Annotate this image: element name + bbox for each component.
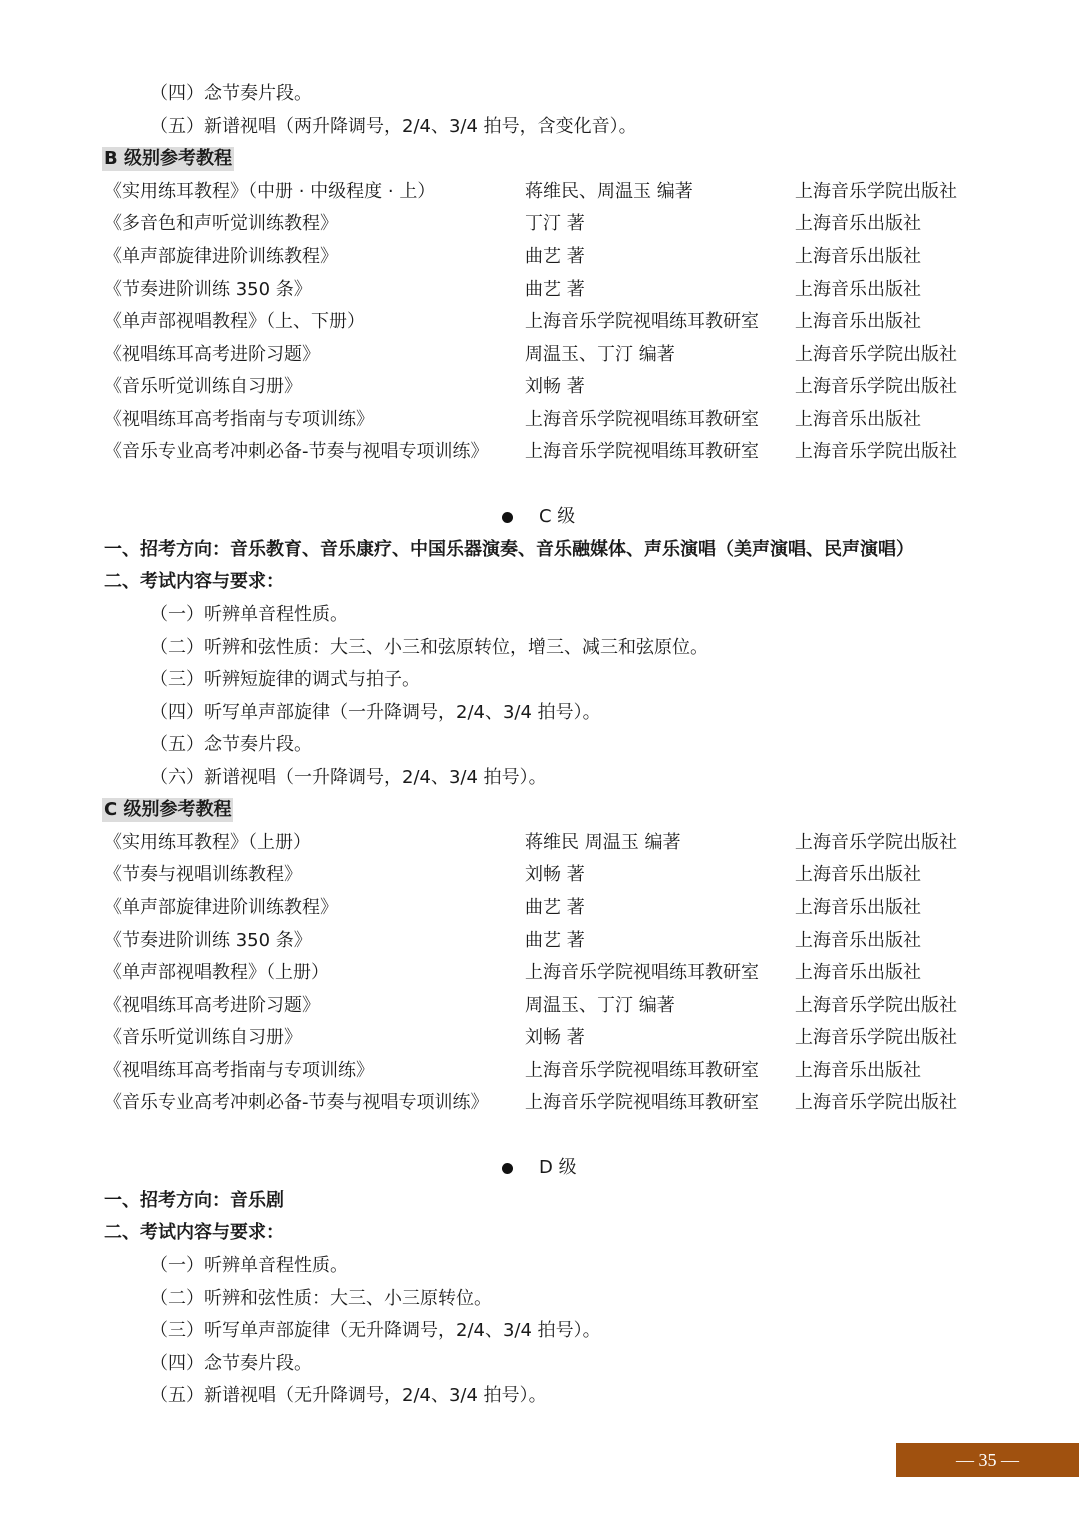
book-title: 《视唱练耳高考指南与专项训练》 xyxy=(104,409,374,430)
d-item-2: （二）听辨和弦性质：大三、小三原转位。 xyxy=(150,1288,492,1309)
book-row xyxy=(0,1059,1080,1083)
book-publisher: 上海音乐出版社 xyxy=(795,930,921,951)
book-publisher: 上海音乐出版社 xyxy=(795,897,921,918)
book-row xyxy=(0,212,1080,236)
c-level-heading xyxy=(0,505,1080,529)
book-row xyxy=(0,1091,1080,1115)
book-row xyxy=(0,929,1080,953)
book-title: 《视唱练耳高考进阶习题》 xyxy=(104,995,320,1016)
book-row xyxy=(0,180,1080,204)
book-author: 周温玉、丁汀 编著 xyxy=(525,995,675,1016)
book-row xyxy=(0,408,1080,432)
book-title: 《节奏与视唱训练教程》 xyxy=(104,864,302,885)
book-row xyxy=(0,863,1080,887)
c-item-4: （四）听写单声部旋律（一升降调号，2/4、3/4 拍号）。 xyxy=(150,702,601,723)
book-publisher: 上海音乐学院出版社 xyxy=(795,376,957,397)
book-title: 《音乐听觉训练自习册》 xyxy=(104,1027,302,1048)
book-publisher: 上海音乐出版社 xyxy=(795,279,921,300)
book-row xyxy=(0,994,1080,1018)
book-publisher: 上海音乐学院出版社 xyxy=(795,995,957,1016)
d-level-heading xyxy=(0,1156,1080,1180)
book-author: 曲艺 著 xyxy=(525,930,585,951)
page-number: — 35 — xyxy=(896,1443,1079,1477)
book-author: 刘畅 著 xyxy=(525,1027,585,1048)
book-row xyxy=(0,440,1080,464)
book-row xyxy=(0,278,1080,302)
book-row xyxy=(0,896,1080,920)
d-direction: 一、招考方向：音乐剧 xyxy=(104,1190,284,1211)
book-publisher: 上海音乐学院出版社 xyxy=(795,1092,957,1113)
level-label: D 级 xyxy=(539,1157,577,1178)
book-row xyxy=(0,245,1080,269)
d-item-3: （三）听写单声部旋律（无升降调号，2/4、3/4 拍号）。 xyxy=(150,1320,601,1341)
c-item-5: （五）念节奏片段。 xyxy=(150,734,312,755)
book-title: 《单声部视唱教程》（上、下册） xyxy=(104,311,365,332)
book-row xyxy=(0,961,1080,985)
book-publisher: 上海音乐出版社 xyxy=(795,1060,921,1081)
bullet-dot-icon xyxy=(502,1163,513,1174)
book-title: 《音乐听觉训练自习册》 xyxy=(104,376,302,397)
d-item-4: （四）念节奏片段。 xyxy=(150,1353,312,1374)
c-item-3: （三）听辨短旋律的调式与拍子。 xyxy=(150,669,420,690)
book-publisher: 上海音乐出版社 xyxy=(795,213,921,234)
book-publisher: 上海音乐学院出版社 xyxy=(795,441,957,462)
book-author: 丁汀 著 xyxy=(525,213,585,234)
book-publisher: 上海音乐出版社 xyxy=(795,864,921,885)
book-title: 《音乐专业高考冲刺必备-节奏与视唱专项训练》 xyxy=(104,1092,489,1113)
book-author: 上海音乐学院视唱练耳教研室 xyxy=(525,962,759,983)
d-item-1: （一）听辨单音程性质。 xyxy=(150,1255,348,1276)
book-author: 上海音乐学院视唱练耳教研室 xyxy=(525,1060,759,1081)
book-author: 曲艺 著 xyxy=(525,279,585,300)
d-content-heading: 二、考试内容与要求： xyxy=(104,1222,284,1243)
book-row xyxy=(0,1026,1080,1050)
book-author: 上海音乐学院视唱练耳教研室 xyxy=(525,441,759,462)
book-title: 《单声部旋律进阶训练教程》 xyxy=(104,246,338,267)
c-item-6: （六）新谱视唱（一升降调号，2/4、3/4 拍号）。 xyxy=(150,767,547,788)
book-publisher: 上海音乐学院出版社 xyxy=(795,344,957,365)
book-publisher: 上海音乐出版社 xyxy=(795,246,921,267)
d-item-5: （五）新谱视唱（无升降调号，2/4、3/4 拍号）。 xyxy=(150,1385,547,1406)
book-publisher: 上海音乐出版社 xyxy=(795,962,921,983)
c-item-1: （一）听辨单音程性质。 xyxy=(150,604,348,625)
book-publisher: 上海音乐学院出版社 xyxy=(795,181,957,202)
book-title: 《单声部视唱教程》（上册） xyxy=(104,962,329,983)
book-row xyxy=(0,375,1080,399)
book-row xyxy=(0,310,1080,334)
level-label: C 级 xyxy=(539,506,576,527)
book-title: 《多音色和声听觉训练教程》 xyxy=(104,213,338,234)
book-row xyxy=(0,343,1080,367)
book-author: 周温玉、丁汀 编著 xyxy=(525,344,675,365)
book-title: 《实用练耳教程》（上册） xyxy=(104,832,311,853)
book-title: 《节奏进阶训练 350 条》 xyxy=(104,279,312,300)
book-title: 《视唱练耳高考进阶习题》 xyxy=(104,344,320,365)
book-author: 上海音乐学院视唱练耳教研室 xyxy=(525,311,759,332)
book-author: 蒋维民、周温玉 编著 xyxy=(525,181,693,202)
book-author: 上海音乐学院视唱练耳教研室 xyxy=(525,1092,759,1113)
book-author: 蒋维民 周温玉 编著 xyxy=(525,832,681,853)
book-publisher: 上海音乐学院出版社 xyxy=(795,832,957,853)
book-author: 曲艺 著 xyxy=(525,897,585,918)
c-direction: 一、招考方向：音乐教育、音乐康疗、中国乐器演奏、音乐融媒体、声乐演唱（美声演唱、民声演唱） xyxy=(104,539,914,560)
bullet-dot-icon xyxy=(502,512,513,523)
c-content-heading: 二、考试内容与要求： xyxy=(104,571,284,592)
book-publisher: 上海音乐出版社 xyxy=(795,311,921,332)
book-author: 刘畅 著 xyxy=(525,376,585,397)
book-title: 《单声部旋律进阶训练教程》 xyxy=(104,897,338,918)
book-author: 曲艺 著 xyxy=(525,246,585,267)
b-item-5: （五）新谱视唱（两升降调号，2/4、3/4 拍号，含变化音）。 xyxy=(150,116,637,137)
c-reference-heading: C 级别参考教程 xyxy=(104,799,232,820)
book-publisher: 上海音乐出版社 xyxy=(795,409,921,430)
c-item-2: （二）听辨和弦性质：大三、小三和弦原转位，增三、减三和弦原位。 xyxy=(150,637,708,658)
b-reference-heading: B 级别参考教程 xyxy=(104,148,232,169)
book-title: 《音乐专业高考冲刺必备-节奏与视唱专项训练》 xyxy=(104,441,489,462)
book-author: 上海音乐学院视唱练耳教研室 xyxy=(525,409,759,430)
book-title: 《视唱练耳高考指南与专项训练》 xyxy=(104,1060,374,1081)
book-title: 《实用练耳教程》（中册 · 中级程度 · 上） xyxy=(104,181,436,202)
book-row xyxy=(0,831,1080,855)
book-publisher: 上海音乐学院出版社 xyxy=(795,1027,957,1048)
book-author: 刘畅 著 xyxy=(525,864,585,885)
b-item-4: （四）念节奏片段。 xyxy=(150,83,312,104)
book-title: 《节奏进阶训练 350 条》 xyxy=(104,930,312,951)
